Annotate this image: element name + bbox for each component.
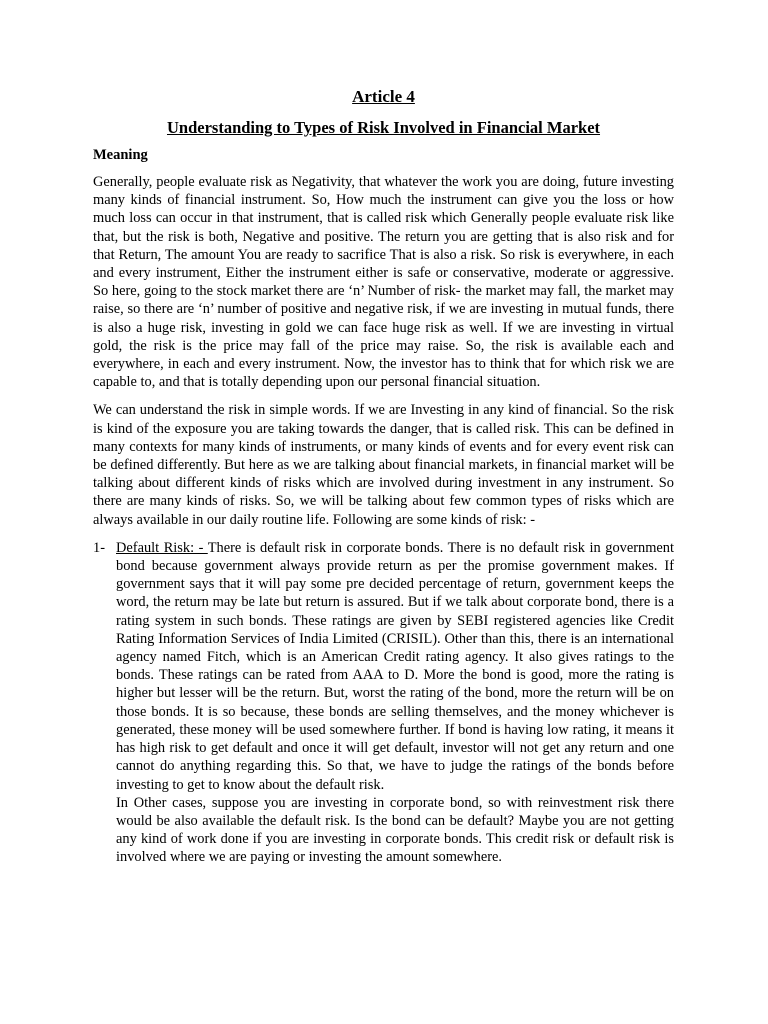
list-item-body xyxy=(116,539,674,867)
section-heading-meaning: Meaning xyxy=(93,147,148,163)
paragraph-1: Generally, people evaluate risk as Negativity, that whatever the work you are doing, future investing many kinds of financial instrument. So, How much the instrument can give you the loss or how much loss can occur in that instrument, that is called risk which Generally people evaluate risk like that, but the risk is both, Negative and positive. The return you are getting that is also risk and for that Return, The amount You are ready to sacrifice That is also a risk. So risk is everywhere, in each and every instrument, Either the instrument either is safe or conservative, moderate or aggressive. So here, going to the stock market there are ‘n’ Number of risk- the market may fall, the market may raise, so there are ‘n’ number of positive and negative risk, if we are investing in mutual funds, there is also a huge risk, investing in gold we can face huge risk as well. If we are investing in virtual gold, the risk is the price may fall of the price may raise. So, the risk is available each and everywhere, in each and every instrument. Now, the investor has to think that for which risk we are capable to, and that is totally depending upon our personal financial situation. xyxy=(93,174,674,391)
document-page xyxy=(93,86,674,867)
list-marker: 1- xyxy=(93,539,105,556)
article-number: Article 4 xyxy=(352,87,415,106)
default-risk-text: There is default risk in corporate bonds. There is no default risk in government bond because government always provide return as per the promise government makes. If government says that it will pay some pre decided percentage of return, government keeps the word, the return may be late but return is assured. But if we talk about corporate bond, there is a rating system in such bonds. These ratings are given by SEBI registered agencies like Credit Rating Information Services of India Limited (CRISIL). Other than this, there is an international agency named Fitch, which is an American Credit rating agency. It also gives ratings to the bonds. These ratings can be rated from AAA to D. More the bond is good, more the rating is higher but lesser will be the return. But, worst the rating of the bond, more the return will be on those bonds. It is so because, these bonds are selling themselves, and the money whichever is generated, these money will be used somewhere further. If bond is having low rating, it means it has high risk to get default and once it will get default, investor will not get any return and one cannot do anything regarding this. So that, we have to judge the ratings of the bonds before investing to get to know about the default risk. xyxy=(116,539,674,793)
risk-list-item-1 xyxy=(93,539,674,867)
default-risk-term: Default Risk: - xyxy=(116,539,208,556)
default-risk-continuation: In Other cases, suppose you are investing in corporate bond, so with reinvestment risk there would be also available the default risk. Is the bond can be default? Maybe you are not getting any kind of work done if you are investing in corporate bonds. This credit risk or default risk is involved where we are paying or investing the amount somewhere. xyxy=(116,794,674,866)
article-title: Understanding to Types of Risk Involved in Financial Market xyxy=(166,118,601,137)
paragraph-2: We can understand the risk in simple words. If we are Investing in any kind of financial. So the risk is kind of the exposure you are taking towards the danger, that is called risk. This can be defined in many contexts for many kinds of instruments, or many kinds of events and for every event risk can be defined differently. But here as we are talking about financial markets, in financial market will be talking about different kinds of risks which are involved during investment in any instrument. So there are many kinds of risks. So, we will be talking about few common types of risks which are always available in our daily routine life. Following are some kinds of risk: - xyxy=(93,402,674,528)
default-risk-paragraph xyxy=(116,539,674,794)
